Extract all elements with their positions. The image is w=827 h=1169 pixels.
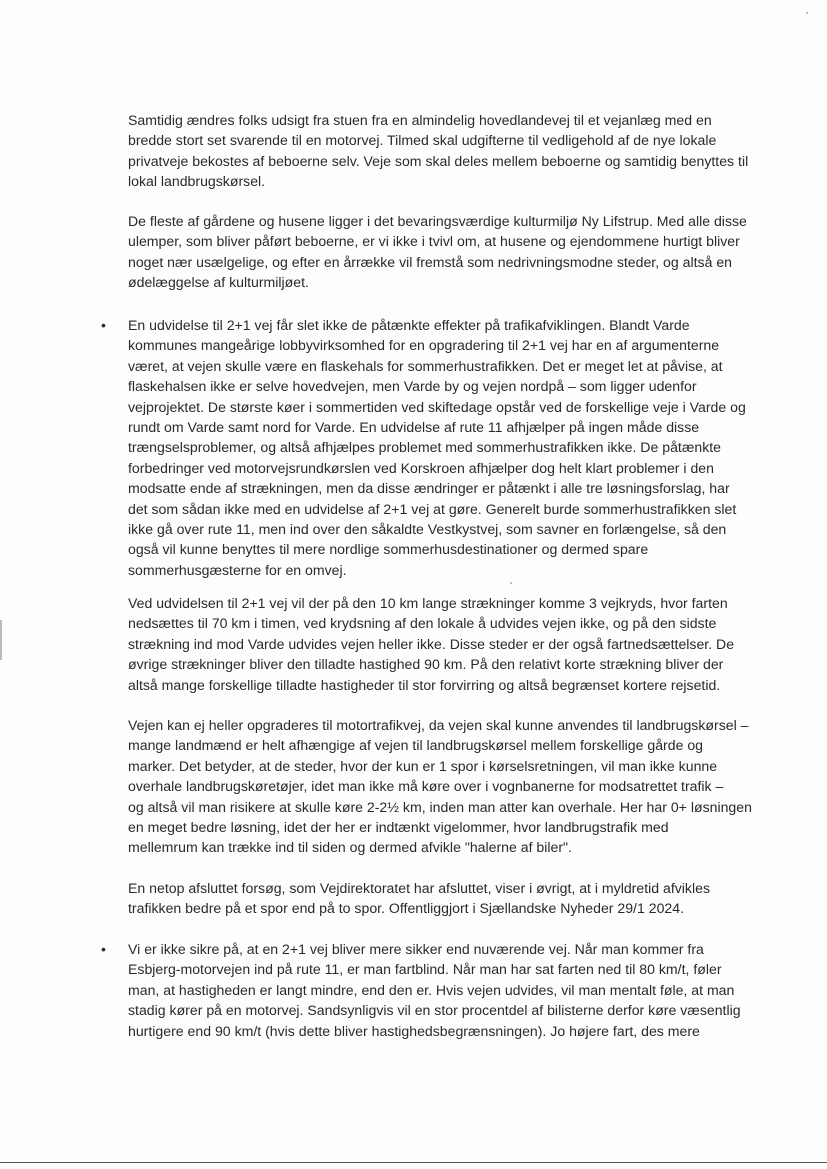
text-line: man, at hastigheden er langt mindre, end den er. Hvis vejen udvides, vil man mentalt føle, at man — [128, 981, 735, 998]
text-line: overhale landbrugskøretøjer, idet man ikke må køre over i vognbanerne for modsatrettet trafik – — [128, 778, 724, 795]
text-line: altså mange forskellige tilladte hastigheder til stor forvirring og altså begrænset kortere rejsetid. — [128, 676, 721, 693]
text-line: Samtidig ændres folks udsigt fra stuen fra en almindelig hovedlandevej til et vejanlæg med en — [128, 112, 712, 128]
text-line: vejprojektet. De største køer i sommertiden ved skiftedage opstår ved de forskellige veje i Varde og — [128, 398, 746, 415]
text-line: og altså vil man risikere at skulle køre 2-2½ km, inden man atter kan overhale. Her har 0+ løsningen — [128, 798, 752, 815]
text-line: En netop afsluttet forsøg, som Vejdirektoratet har afsluttet, viser i øvrigt, at i myldretid afvikles — [128, 880, 710, 896]
paragraph-5 — [128, 715, 768, 858]
text-line: Esbjerg-motorvejen ind på rute 11, er man fartblind. Når man har sat farten ned til 80 km/t, føler — [128, 961, 722, 978]
bullet-icon: • — [101, 317, 106, 333]
scan-edge-mark — [0, 620, 2, 660]
text-line: modsatte ende af strækningen, men da disse ændringer er påtænkt i alle tre løsningsforslag, har — [128, 480, 730, 497]
text-line: trængselsproblemer, og altså afhjælpes problemet med sommerhustrafikken ikke. De påtænkte — [128, 439, 721, 456]
text-line: bredde stort set svarende til en motorvej. Tilmed skal udgifterne til vedligehold af de nye lokale — [128, 132, 717, 149]
text-line: hurtigere end 90 km/t (hvis dette bliver hastighedsbegrænsningen). Jo højere fart, des mere — [128, 1022, 700, 1039]
text-line: forbedringer ved motorvejsrundkørslen ved Korskroen afhjælper dog helt klart problemer i den — [128, 459, 714, 476]
text-line: også vil kunne benyttes til mere nordlige sommerhusdestinationer og dermed spare — [128, 541, 649, 558]
text-line: været, at vejen skulle være en flaskehals for sommerhustrafikken. Det er meget let at påvise, at — [128, 357, 723, 374]
text-line: øvrige strækninger bliver den tilladte hastighed 90 km. På den relativt korte strækning bliver der — [128, 656, 724, 673]
text-line: En udvidelse til 2+1 vej får slet ikke de påtænkte effekter på trafikafviklingen. Blandt Varde — [128, 317, 690, 333]
text-line: ikke gå over rute 11, men ind over den såkaldte Vestkystvej, som savner en forlængelse, så den — [128, 520, 727, 537]
paragraph-4 — [128, 593, 768, 695]
text-line: marker. Det betyder, at de steder, hvor der kun er 1 spor i kørselsretningen, vil man ikke kunne — [128, 757, 718, 774]
text-line: mange landmænd er helt afhængige af vejen til landbrugskørsel mellem forskellige gårde og — [128, 737, 704, 754]
text-line: det som sådan ikke med en udvidelse af 2+1 vej at gøre. Generelt burde sommerhustrafikken slet — [128, 500, 737, 517]
text-line: stadig kører på en motorvej. Sandsynligvis vil en stor procentdel af bilisterne derfor køre væsentlig — [128, 1002, 741, 1019]
paragraph-1 — [128, 110, 768, 192]
text-line: noget nær usælgelige, og efter en årrække vil fremstå som nedrivningsmodne steder, og altså en — [128, 253, 733, 270]
paragraph-7 — [128, 939, 768, 1041]
bullet-icon: • — [101, 941, 106, 957]
scan-bottom-edge — [0, 1162, 827, 1163]
text-line: Ved udvidelsen til 2+1 vej vil der på den 10 km lange strækninger komme 3 vejkryds, hvor farten — [128, 595, 728, 611]
text-line: Vejen kan ej heller opgraderes til motortrafikvej, da vejen skal kunne anvendes til landbrugskørsel – — [128, 717, 749, 733]
scan-speck — [510, 582, 512, 584]
text-line: ulemper, som bliver påført beboerne, er vi ikke i tvivl om, at husene og ejendommene hurtigt bliver — [128, 233, 740, 250]
text-line: sommerhusgæsterne for en omvej. — [128, 561, 347, 578]
text-line: De fleste af gårdene og husene ligger i det bevaringsværdige kulturmiljø Ny Lifstrup. Med alle disse — [128, 213, 747, 229]
text-line: mellemrum kan trække ind til siden og dermed afvikle "halerne af biler". — [128, 839, 572, 856]
text-line: strækning ind mod Varde udvides vejen heller ikke. Disse steder er der også fartnedsættelser. De — [128, 635, 735, 652]
text-line: privatveje bekostes af beboerne selv. Veje som skal deles mellem beboerne og samtidig benyttes til — [128, 152, 749, 169]
text-line: nedsættes til 70 km i timen, ved krydsning af den lokale å udvides vejen ikke, og på den sidste — [128, 615, 717, 632]
text-line: ødelæggelse af kulturmiljøet. — [128, 274, 309, 291]
text-line: Vi er ikke sikre på, at en 2+1 vej bliver mere sikker end nuværende vej. Når man kommer fra — [128, 941, 704, 957]
scan-speck — [806, 12, 808, 14]
text-line: flaskehalsen ikke er selve hovedvejen, men Varde by og vejen nordpå – som ligger udenfor — [128, 378, 697, 395]
paragraph-3 — [128, 315, 768, 580]
text-line: trafikken bedre på et spor end på to spor. Offentliggjort i Sjællandske Nyheder 29/1 2024. — [128, 900, 685, 917]
paragraph-6 — [128, 878, 768, 919]
text-line: rundt om Varde samt nord for Varde. En udvidelse af rute 11 afhjælper på ingen måde disse — [128, 418, 700, 435]
paragraph-2 — [128, 211, 768, 293]
text-line: lokal landbrugskørsel. — [128, 173, 266, 190]
text-line: kommunes mangeårige lobbyvirksomhed for en opgradering til 2+1 vej har en af argumenterne — [128, 337, 720, 354]
text-line: en meget bedre løsning, idet der her er indtænkt vigelommer, hvor landbrugstrafik med — [128, 818, 669, 835]
